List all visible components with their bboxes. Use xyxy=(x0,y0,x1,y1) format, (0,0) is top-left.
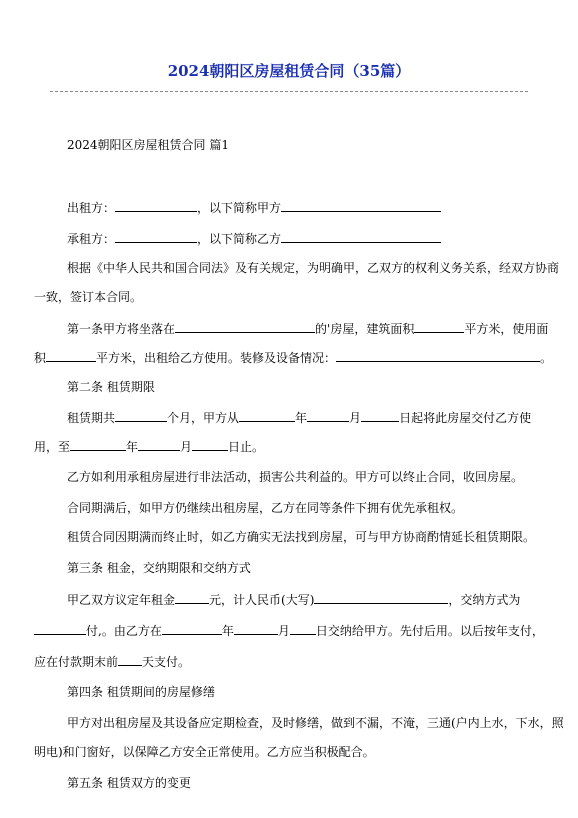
lessee-suffix: ，以下简称乙方 xyxy=(197,232,282,246)
rent-in-words-blank xyxy=(314,592,448,604)
article-1-line-2 xyxy=(34,350,554,365)
clause-extension: 租赁合同因期满而终止时，如乙方确实无法找到房屋，可与甲方协商酌情延长租赁期限。 xyxy=(67,530,536,544)
rent-text-f: 月 xyxy=(277,624,290,638)
section-heading: 2024朝阳区房屋租赁合同 篇1 xyxy=(67,138,229,152)
rent-text-d: 付,。由乙方在 xyxy=(86,624,162,638)
article-1-text-e: 平方米，出租给乙方使用。装修及设备情况： xyxy=(96,351,337,365)
repair-line-1: 甲方对出租房屋及其设备应定期检查，及时修缮，做到不漏，不淹，三通(户内上水，下水，照 xyxy=(67,716,564,730)
lessee-label: 承租方： xyxy=(67,232,116,246)
rent-line-1 xyxy=(67,592,557,607)
payment-method-blank xyxy=(34,623,86,635)
article-1-text-a: 第一条甲方将坐落在 xyxy=(67,322,176,336)
start-day-blank xyxy=(361,410,399,422)
clause-illegal-use: 乙方如利用承租房屋进行非法活动，损害公共利益的。甲方可以终止合同，收回房屋。 xyxy=(67,470,524,484)
intro-line-2: 一致，签订本合同。 xyxy=(34,290,143,304)
rent-text-b: 元，计人民币(大写) xyxy=(209,593,315,607)
rent-text-h: 应在付款期末前 xyxy=(34,655,119,669)
document-title: 2024朝阳区房屋租赁合同（35篇） xyxy=(167,62,411,80)
location-blank xyxy=(175,321,315,333)
start-year-blank xyxy=(239,410,295,422)
end-year-blank xyxy=(70,439,126,451)
months-blank xyxy=(115,410,167,422)
article-1-line-1 xyxy=(67,321,557,336)
article-1-text-f: 。 xyxy=(540,351,553,365)
article-2-heading: 第二条 租赁期限 xyxy=(67,380,155,394)
pay-day-blank xyxy=(290,623,316,635)
term-text-i: 日止。 xyxy=(228,440,265,454)
article-4-heading: 第四条 租赁期间的房屋修缮 xyxy=(67,685,215,699)
lessor-blank xyxy=(115,200,197,212)
pay-year-blank xyxy=(162,623,222,635)
lessor-suffix: ，以下简称甲方 xyxy=(197,201,282,215)
term-text-f: 用，至 xyxy=(34,440,71,454)
usable-area-blank xyxy=(46,350,96,362)
title-divider xyxy=(50,91,528,92)
repair-line-2: 明电)和门窗好，以保障乙方安全正常使用。乙方应当积极配合。 xyxy=(34,745,375,759)
days-before-blank xyxy=(118,654,142,666)
rent-line-3 xyxy=(34,654,554,669)
rent-text-c: ，交纳方式为 xyxy=(448,593,521,607)
lessor-line xyxy=(67,200,557,215)
end-day-blank xyxy=(192,439,228,451)
term-text-d: 月 xyxy=(349,411,362,425)
clause-priority-renewal: 合同期满后，如甲方仍继续出租房屋，乙方在同等条件下拥有优先承租权。 xyxy=(67,501,464,515)
term-text-e: 日起将此房屋交付乙方使 xyxy=(399,411,532,425)
rent-text-g: 日交纳给甲方。先付后用。以后按年支付， xyxy=(315,624,544,638)
area-blank xyxy=(414,321,464,333)
rent-text-i: 天支付。 xyxy=(142,655,191,669)
rent-text-a: 甲乙双方议定年租金 xyxy=(67,593,176,607)
article-1-text-b: 的'房屋，建筑面积 xyxy=(315,322,415,336)
lessor-label: 出租方： xyxy=(67,201,116,215)
article-1-text-c: 平方米，使用面 xyxy=(464,322,549,336)
article-1-text-d: 积 xyxy=(34,351,47,365)
term-line-1 xyxy=(67,410,557,425)
term-line-2 xyxy=(34,439,554,454)
rent-line-2 xyxy=(34,623,554,638)
term-text-c: 年 xyxy=(295,411,308,425)
article-5-heading: 第五条 租赁双方的变更 xyxy=(67,776,191,790)
term-text-a: 租赁期共 xyxy=(67,411,116,425)
lessee-line xyxy=(67,231,557,246)
intro-line-1: 根据《中华人民共和国合同法》及有关规定，为明确甲，乙双方的权利义务关系，经双方协商 xyxy=(67,261,560,275)
term-text-b: 个月，甲方从 xyxy=(167,411,240,425)
pay-month-blank xyxy=(234,623,278,635)
lessee-blank xyxy=(115,231,197,243)
rent-text-e: 年 xyxy=(221,624,234,638)
end-month-blank xyxy=(138,439,180,451)
article-3-heading: 第三条 租金，交纳期限和交纳方式 xyxy=(67,561,251,575)
annual-rent-blank xyxy=(175,592,209,604)
term-text-g: 年 xyxy=(126,440,139,454)
fittings-blank xyxy=(336,350,540,362)
lessor-blank-2 xyxy=(281,200,441,212)
lessee-blank-2 xyxy=(281,231,441,243)
start-month-blank xyxy=(307,410,349,422)
term-text-h: 月 xyxy=(180,440,193,454)
